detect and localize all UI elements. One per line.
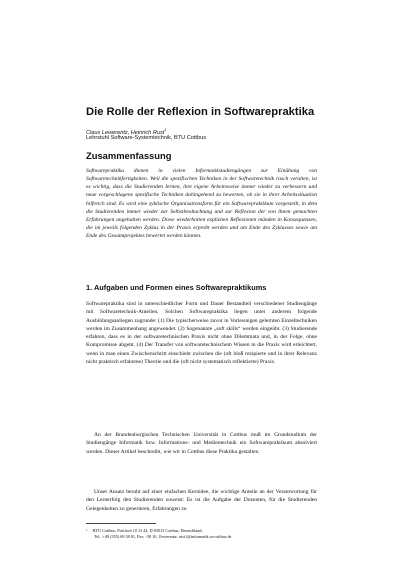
footnote-line-2: Tel.: +49 (355) 69 38 81, Fax: -38 10, {lewerentz, rust}@informatik.tu-cottbus.de [94, 534, 232, 540]
paper-title: Die Rolle der Reflexion in Softwarepraktika [86, 106, 315, 118]
abstract-text: Softwarepraktika dienen in vielen Informatikstudiengängen zur Einübung von Softwaretechnikfertigkeiten. Weil die spezifischen Techniken in der Softwaretechnik rasch veralten, ist es wichtig, dass die Studierenden lernen, ihre eigene Arbeitsweise immer wieder zu verbessern und neue vorgeschlagene spezifische Techniken dahingehend zu bewerten, ob sie in ihrer Arbeitssituation hilfreich sind. Es wird eine zyklische Organisationsform für ein Softwarepraktikum vorgestellt, in dem die Studierenden immer wieder zur Selbstbeobachtung und zur Reflexion der von ihnen gemachten Erfahrungen angehalten werden. Diese wiederholten expliziten Reflexionen münden in Konsequenzen, die im jeweils folgenden Zyklus in der Praxis erprobt werden und am Ende des Zyklusses sowie am Ende des Gesamtprojektes bewertet werden können. [86, 168, 317, 240]
paper-affiliation: Lehrstuhl Software-Systemtechnik, BTU Cottbus [86, 135, 207, 141]
footnote-mark: 1 [86, 527, 88, 532]
section-1-paragraph-3: Unser Ansatz beruht auf einer einfachen Kernidee, die wichtige Anteile an der Verantwortung für den Lernerfolg den Studierenden zuweist: Es ist die Aufgabe der Dozenten, für die Studierenden Gelegenheiten zu generieren, Erfahrungen zu [86, 489, 317, 512]
footnote-divider [86, 523, 156, 524]
author-names: Claus Lewerentz, Heinrich Rust [86, 129, 165, 136]
section-1-heading: 1. Aufgaben und Formen eines Softwarepraktikums [86, 283, 267, 292]
author-footnote-mark: 1 [164, 128, 167, 132]
summary-heading: Zusammenfassung [86, 150, 172, 161]
section-1-paragraph-2: An der Brandenburgischen Technischen Universität in Cottbus muß im Grundstudium der Studiengänge Informatik bzw. Informations- und Medientechnik ein Softwarepraktikum absolviert werden. Dieser Artikel beschreibt, wie wir in Cottbus diese Praktika gestalten. [86, 432, 317, 455]
footnote [86, 528, 326, 541]
section-1-paragraph-1: Softwarepraktika sind in unterschiedlicher Form und Dauer Bestandteil verschiedener Studiengänge mit Softwaretechnik-Anteilen. Solchen Softwarepraktika liegen unter anderem folgende Ausbildungsanliegen zugrunde: (1) Die typischerweise zuvor in Vorlesungen gelernten Einzeltechniken werden im Zusammenhang angewendet. (2) Sogenannte „soft skills“ werden eingeübt. (3) Studierende erfahren, dass es in der softwaretechnischen Praxis nicht ohne Dilemmata und, in der Folge, ohne Kompromisse abgeht. (4) Der Transfer von softwaretechnischem Wissen in die Praxis wird erleichtert, wenn in man einen Zwischenschritt einschiebt zwischen die (oft bloß rezipierte und in ihrer Relevanz nicht praktisch erfahrene) Theorie und die (oft nicht systematisch reflektierte) Praxis. [86, 301, 317, 366]
footnote-line-1: BTU Cottbus, Postfach 10 13 44, D-03013 Cottbus, Deutschland; [92, 528, 203, 533]
